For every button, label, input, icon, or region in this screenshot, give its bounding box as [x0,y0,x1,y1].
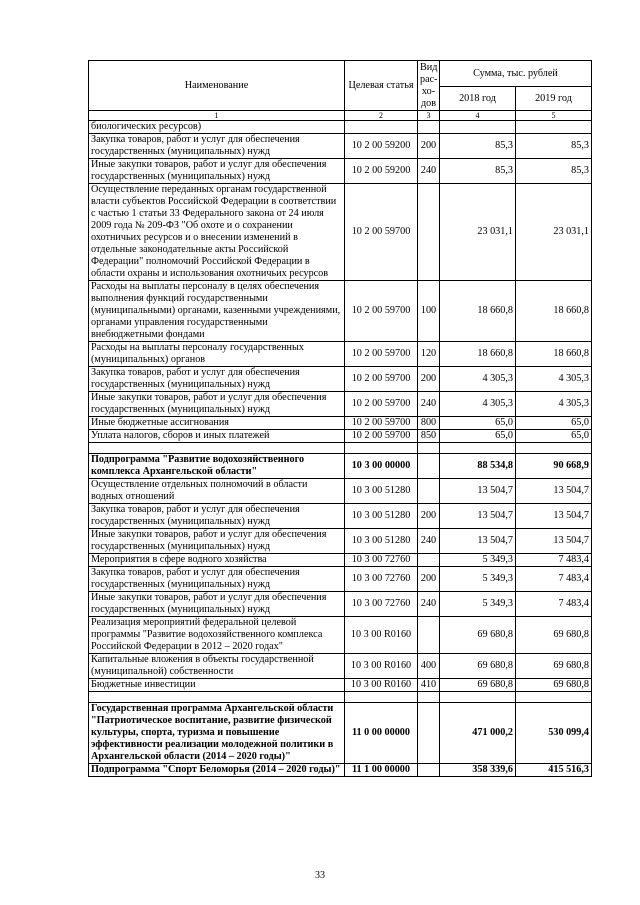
table-row [89,554,592,567]
row-name: Государственная программа Архангельской области "Патриотическое воспитание, развитие физической культуры, спорта, туризма и повышение эффективности реализации молодежной политики в Архангельской области (2014 – 2020 годы)" [89,703,345,764]
row-vid [418,554,440,567]
row-vid: 200 [418,567,440,592]
table-row [89,479,592,504]
row-code: 10 2 00 59700 [345,281,418,342]
row-2019: 7 483,4 [516,554,592,567]
row-2018: 18 660,8 [440,342,516,367]
row-vid: 240 [418,159,440,184]
row-2019: 4 305,3 [516,392,592,417]
row-code: 10 2 00 59700 [345,417,418,430]
row-2018: 5 349,3 [440,554,516,567]
row-2019: 13 504,7 [516,479,592,504]
header-sum: Сумма, тыс. рублей [440,61,592,87]
row-code: 10 3 00 51280 [345,504,418,529]
row-2018: 69 680,8 [440,617,516,654]
table-row [89,134,592,159]
row-2019: 69 680,8 [516,654,592,679]
row-2019: 530 099,4 [516,703,592,764]
row-2018: 4 305,3 [440,392,516,417]
row-vid: 200 [418,367,440,392]
row-2018: 88 534,8 [440,454,516,479]
row-2019: 69 680,8 [516,617,592,654]
empty-cell [345,443,418,454]
row-2018: 4 305,3 [440,367,516,392]
table-row [89,679,592,692]
row-name: Осуществление отдельных полномочий в области водных отношений [89,479,345,504]
row-vid: 240 [418,592,440,617]
row-2018: 13 504,7 [440,479,516,504]
row-name: Подпрограмма "Спорт Беломорья (2014 – 2020 годы)" [89,764,345,777]
row-name: Уплата налогов, сборов и иных платежей [89,430,345,443]
page-number: 33 [315,870,325,881]
empty-cell [89,692,345,703]
row-2019: 7 483,4 [516,592,592,617]
row-2018: 358 339,6 [440,764,516,777]
row-2019: 13 504,7 [516,529,592,554]
row-vid: 100 [418,281,440,342]
row-2018: 13 504,7 [440,504,516,529]
table-row [89,159,592,184]
row-name: биологических ресурсов) [89,121,345,134]
row-2019: 65,0 [516,430,592,443]
budget-table [88,60,592,777]
row-2019: 90 668,9 [516,454,592,479]
row-vid [418,479,440,504]
row-vid: 240 [418,529,440,554]
table-row [89,592,592,617]
row-2018: 85,3 [440,134,516,159]
row-name: Бюджетные инвестиции [89,679,345,692]
row-2019: 85,3 [516,159,592,184]
header-code: Целевая статья [345,61,418,111]
row-name: Подпрограмма "Развитие водохозяйственного комплекса Архангельской области" [89,454,345,479]
table-row [89,617,592,654]
row-2019: 85,3 [516,134,592,159]
table-row [89,529,592,554]
row-code: 11 0 00 00000 [345,703,418,764]
row-name: Закупка товаров, работ и услуг для обеспечения государственных (муниципальных) нужд [89,367,345,392]
row-vid: 850 [418,430,440,443]
table-row [89,342,592,367]
row-code: 10 3 00 72760 [345,567,418,592]
table-row [89,121,592,134]
row-name: Закупка товаров, работ и услуг для обеспечения государственных (муниципальных) нужд [89,134,345,159]
row-2019: 18 660,8 [516,281,592,342]
table-row [89,454,592,479]
row-vid [418,764,440,777]
row-vid [418,454,440,479]
row-vid: 120 [418,342,440,367]
row-code: 10 3 00 51280 [345,529,418,554]
row-name: Закупка товаров, работ и услуг для обеспечения государственных (муниципальных) нужд [89,504,345,529]
row-code [345,121,418,134]
row-vid: 200 [418,504,440,529]
index-cell: 5 [516,111,592,121]
row-2019: 23 031,1 [516,184,592,281]
table-row [89,184,592,281]
empty-cell [516,692,592,703]
row-vid: 800 [418,417,440,430]
row-code: 10 2 00 59700 [345,392,418,417]
empty-cell [418,443,440,454]
row-vid: 200 [418,134,440,159]
index-cell: 3 [418,111,440,121]
header-vid: Вид рас-хо-дов [418,61,440,111]
row-2019: 18 660,8 [516,342,592,367]
row-2018: 5 349,3 [440,592,516,617]
spacer-row [89,443,592,454]
row-2019: 69 680,8 [516,679,592,692]
row-code: 10 2 00 59700 [345,184,418,281]
row-name: Расходы на выплаты персоналу государственных (муниципальных) органов [89,342,345,367]
row-vid: 400 [418,654,440,679]
row-2019: 415 516,3 [516,764,592,777]
header-2018: 2018 год [440,87,516,111]
row-name: Иные закупки товаров, работ и услуг для обеспечения государственных (муниципальных) нужд [89,159,345,184]
table-row [89,504,592,529]
index-cell: 4 [440,111,516,121]
empty-cell [418,692,440,703]
table-row [89,567,592,592]
row-vid [418,121,440,134]
row-2018 [440,121,516,134]
row-2018: 471 000,2 [440,703,516,764]
row-vid: 240 [418,392,440,417]
row-code: 10 2 00 59200 [345,159,418,184]
row-2018: 65,0 [440,430,516,443]
empty-cell [440,692,516,703]
row-code: 10 3 00 72760 [345,554,418,567]
row-name: Расходы на выплаты персоналу в целях обеспечения выполнения функций государственными (муниципальными) органами, казенными учреждениями, органами управления государственными внебюджетными фондами [89,281,345,342]
table-row [89,703,592,764]
row-code: 10 3 00 51280 [345,479,418,504]
row-code: 10 2 00 59200 [345,134,418,159]
table-row [89,392,592,417]
empty-cell [516,443,592,454]
index-row [89,111,592,121]
row-code: 10 3 00 00000 [345,454,418,479]
row-2019 [516,121,592,134]
row-code: 11 1 00 00000 [345,764,418,777]
table-body [89,121,592,777]
row-code: 10 2 00 59700 [345,430,418,443]
row-code: 10 3 00 R0160 [345,617,418,654]
row-2019: 65,0 [516,417,592,430]
table-row [89,417,592,430]
row-2018: 13 504,7 [440,529,516,554]
header-2019: 2019 год [516,87,592,111]
row-vid [418,703,440,764]
row-name: Реализация мероприятий федеральной целевой программы "Развитие водохозяйственного комплекса Российской Федерации в 2012 – 2020 годах" [89,617,345,654]
row-vid: 410 [418,679,440,692]
empty-cell [345,692,418,703]
row-vid [418,184,440,281]
index-cell: 2 [345,111,418,121]
empty-cell [440,443,516,454]
row-code: 10 2 00 59700 [345,342,418,367]
row-2018: 18 660,8 [440,281,516,342]
table-row [89,367,592,392]
row-name: Закупка товаров, работ и услуг для обеспечения государственных (муниципальных) нужд [89,567,345,592]
table-row [89,764,592,777]
row-vid [418,617,440,654]
row-2019: 4 305,3 [516,367,592,392]
row-2019: 13 504,7 [516,504,592,529]
row-name: Иные закупки товаров, работ и услуг для обеспечения государственных (муниципальных) нужд [89,392,345,417]
table-row [89,654,592,679]
row-2018: 23 031,1 [440,184,516,281]
row-code: 10 3 00 72760 [345,592,418,617]
empty-cell [89,443,345,454]
index-cell: 1 [89,111,345,121]
spacer-row [89,692,592,703]
row-name: Иные бюджетные ассигнования [89,417,345,430]
row-name: Капитальные вложения в объекты государственной (муниципальной) собственности [89,654,345,679]
table-row [89,281,592,342]
row-2018: 69 680,8 [440,679,516,692]
row-2018: 65,0 [440,417,516,430]
row-name: Осуществление переданных органам государственной власти субъектов Российской Федерации в соответствии с частью 1 статьи 33 Федерального закона от 24 июля 2009 года № 209-ФЗ "Об охоте и о сохранении охотничьих ресурсов и о внесении изменений в отдельные законодательные акты Российской Федерации" полномочий Российской Федерации в области охраны и использования охотничьих ресурсов [89,184,345,281]
row-name: Мероприятия в сфере водного хозяйства [89,554,345,567]
row-name: Иные закупки товаров, работ и услуг для обеспечения государственных (муниципальных) нужд [89,529,345,554]
row-code: 10 3 00 R0160 [345,654,418,679]
row-2018: 85,3 [440,159,516,184]
row-code: 10 3 00 R0160 [345,679,418,692]
row-code: 10 2 00 59700 [345,367,418,392]
table-row [89,430,592,443]
row-2019: 7 483,4 [516,567,592,592]
row-2018: 5 349,3 [440,567,516,592]
header-name: Наименование [89,61,345,111]
row-2018: 69 680,8 [440,654,516,679]
row-name: Иные закупки товаров, работ и услуг для обеспечения государственных (муниципальных) нужд [89,592,345,617]
